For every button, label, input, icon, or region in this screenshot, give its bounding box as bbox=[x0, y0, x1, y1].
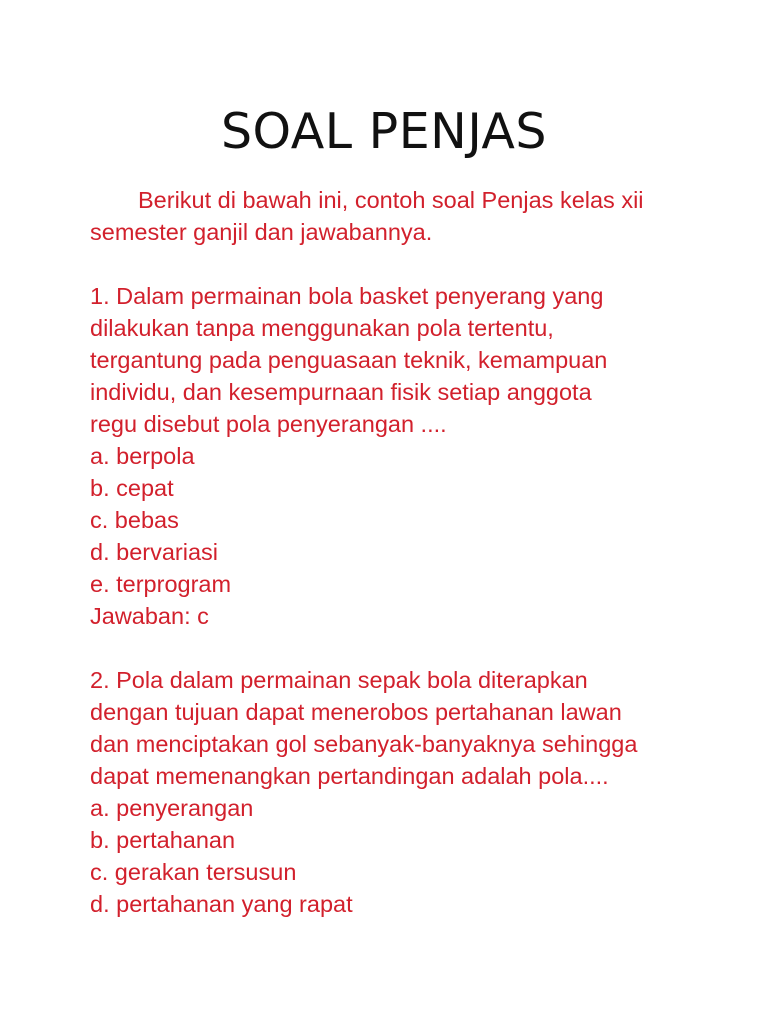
answer-option-b: b. cepat bbox=[90, 475, 174, 501]
question-text-line: tergantung pada penguasaan teknik, kemampuan bbox=[90, 347, 608, 373]
answer-option-a: a. penyerangan bbox=[90, 795, 254, 821]
answer-option-c: c. bebas bbox=[90, 507, 179, 533]
question-text-line: 2. Pola dalam permainan sepak bola diterapkan bbox=[90, 667, 588, 693]
page-title: SOAL PENJAS bbox=[220, 103, 548, 160]
intro-paragraph bbox=[90, 184, 690, 248]
intro-line: Berikut di bawah ini, contoh soal Penjas kelas xii bbox=[138, 187, 644, 213]
answer-option-a: a. berpola bbox=[90, 443, 195, 469]
question-1 bbox=[90, 280, 690, 632]
answer-option-c: c. gerakan tersusun bbox=[90, 859, 297, 885]
question-text-line: individu, dan kesempurnaan fisik setiap anggota bbox=[90, 379, 592, 405]
answer-option-e: e. terprogram bbox=[90, 571, 232, 597]
answer-option-b: b. pertahanan bbox=[90, 827, 236, 853]
question-2 bbox=[90, 664, 690, 920]
question-text-line: dengan tujuan dapat menerobos pertahanan lawan bbox=[90, 699, 622, 725]
answer-option-d: d. pertahanan yang rapat bbox=[90, 891, 353, 917]
question-text-line: dapat memenangkan pertandingan adalah pola.... bbox=[90, 763, 609, 789]
answer-key: Jawaban: c bbox=[90, 603, 209, 629]
question-text-line: dilakukan tanpa menggunakan pola tertentu, bbox=[90, 315, 554, 341]
question-text-line: 1. Dalam permainan bola basket penyerang yang bbox=[90, 283, 604, 309]
question-text-line: dan menciptakan gol sebanyak-banyaknya sehingga bbox=[90, 731, 638, 757]
answer-option-d: d. bervariasi bbox=[90, 539, 218, 565]
intro-line: semester ganjil dan jawabannya. bbox=[90, 219, 433, 245]
question-text-line: regu disebut pola penyerangan .... bbox=[90, 411, 447, 437]
